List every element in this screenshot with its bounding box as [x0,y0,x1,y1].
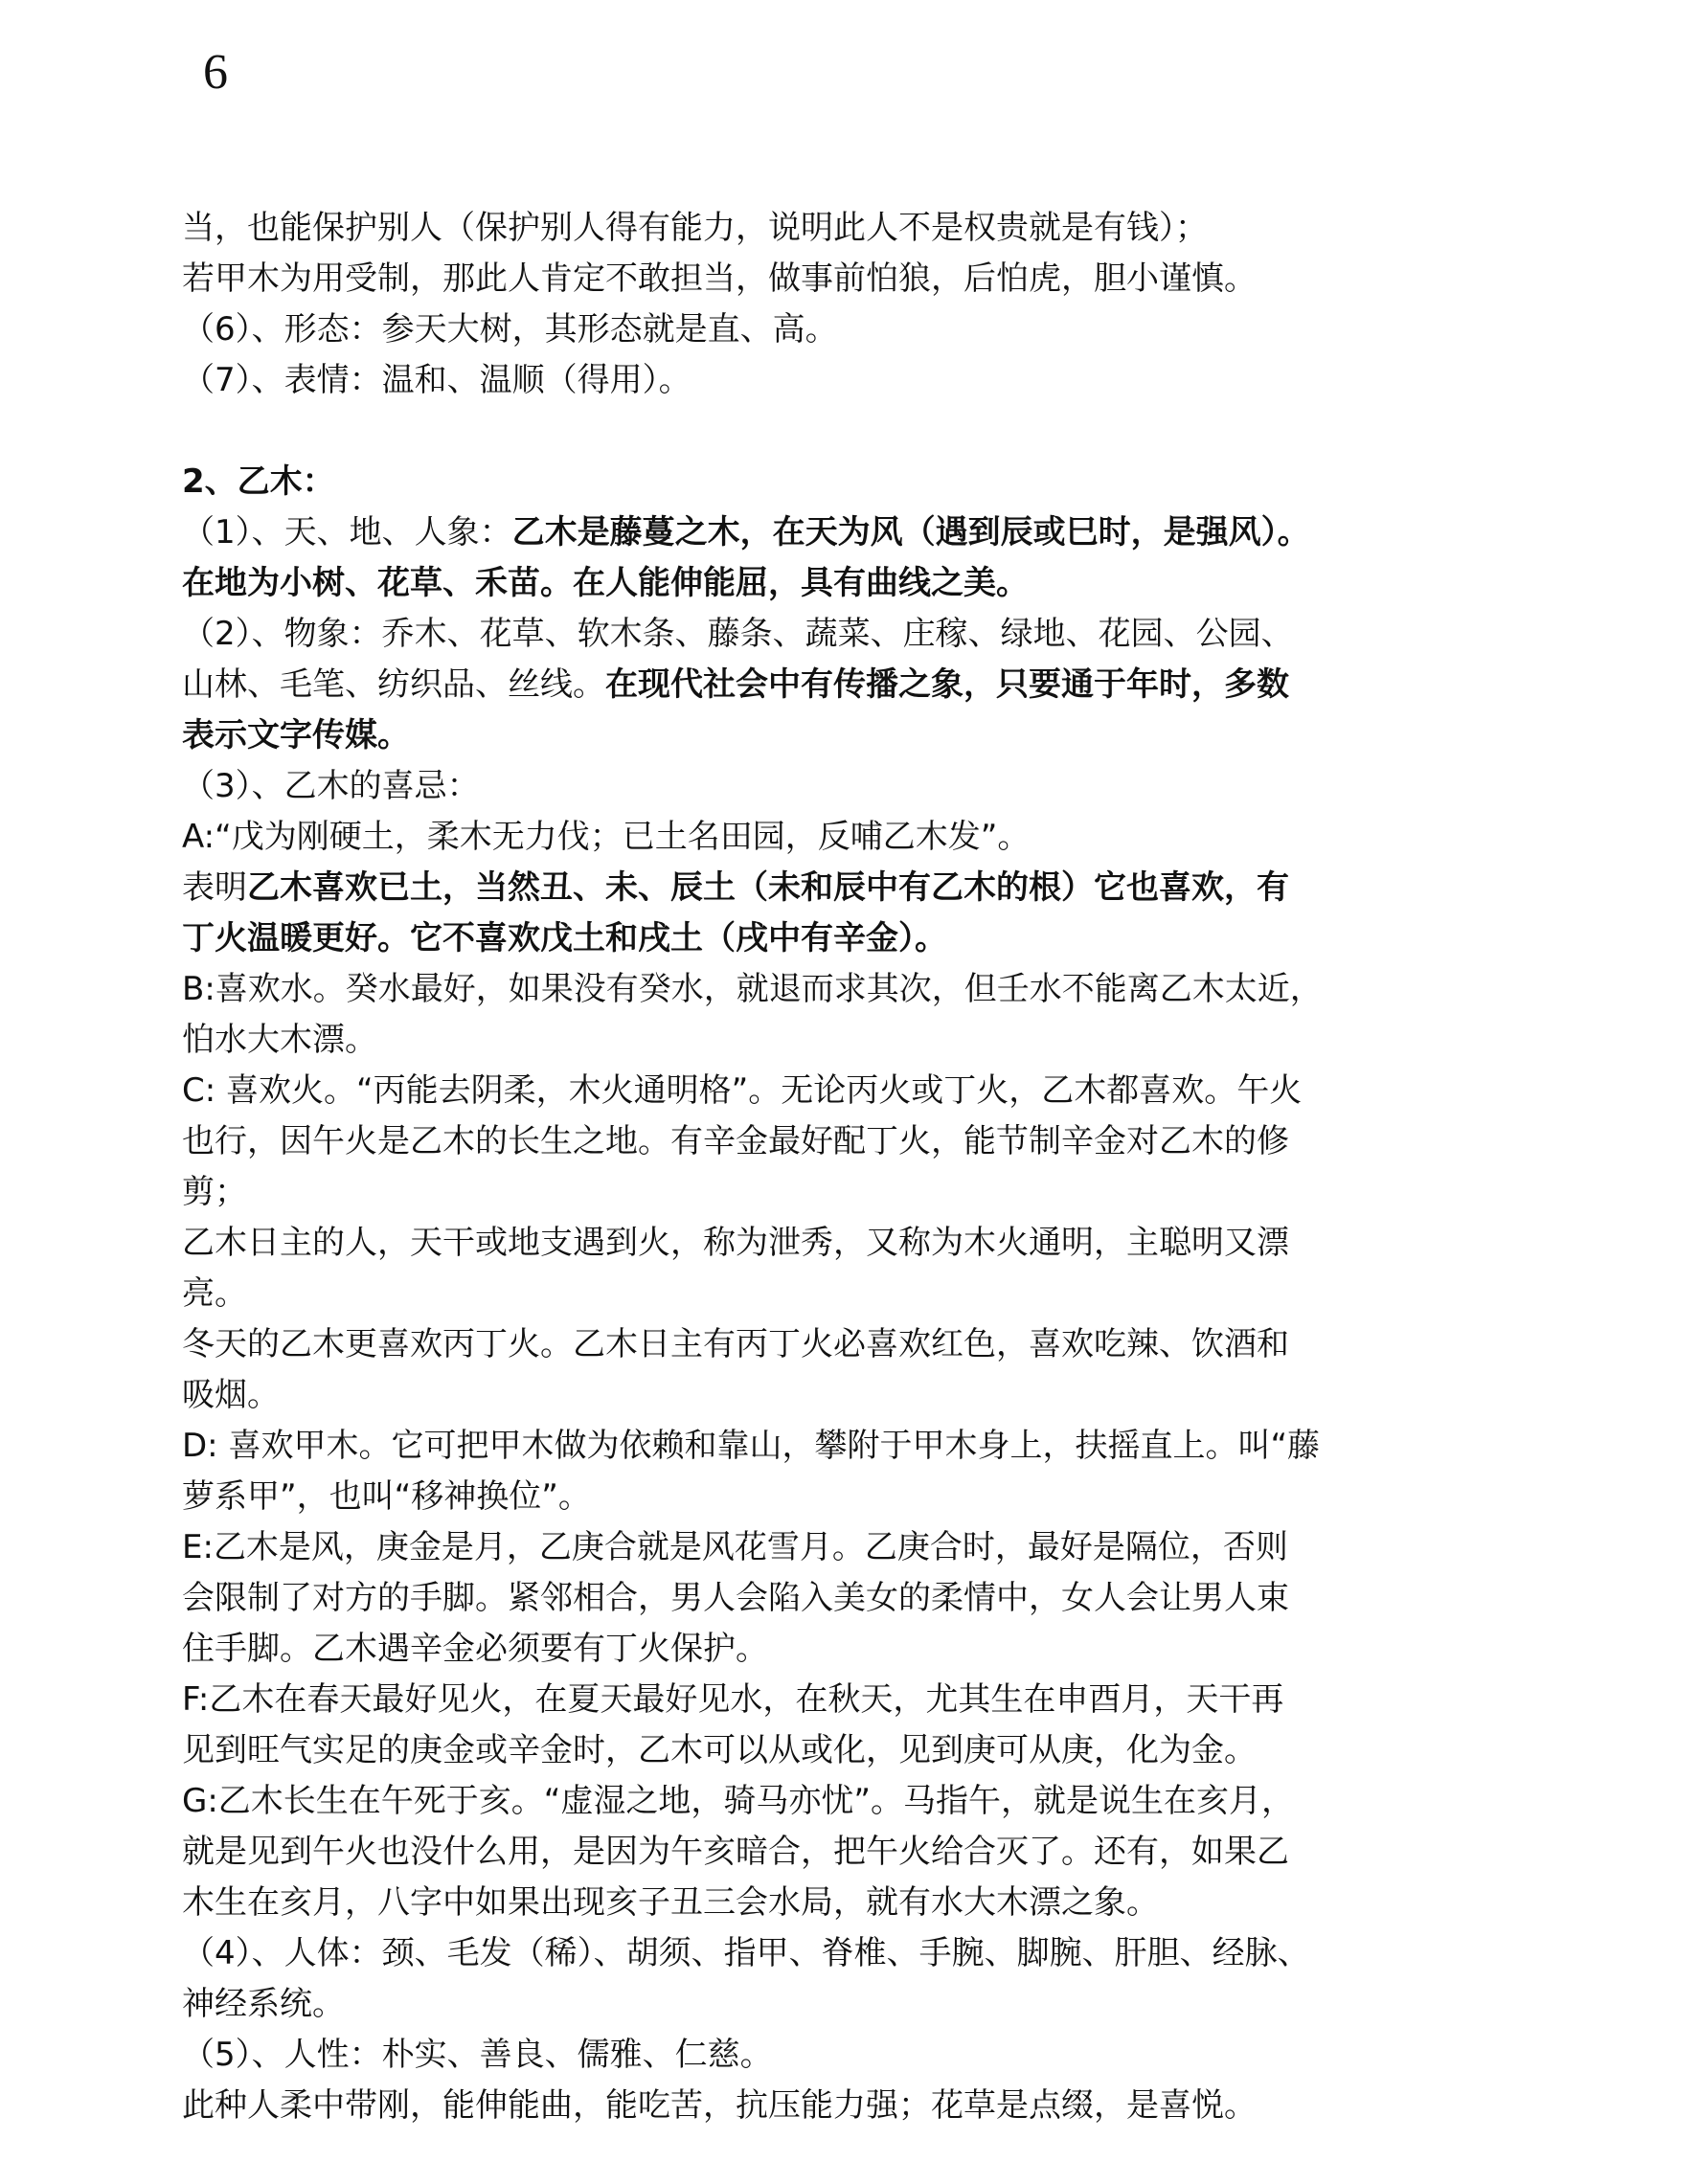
text-line [182,2081,1542,2131]
text-line [182,507,1542,558]
text-span: 萝系甲”，也叫“移神换位”。 [182,1477,591,1516]
text-span: 当，也能保护别人（保护别人得有能力，说明此人不是权贵就是有钱）； [182,209,1208,247]
text-line [182,1167,1542,1218]
bold-text-span: 丁火温暖更好。它不喜欢戊土和戌土（戌中有辛金）。 [182,919,947,957]
text-line [182,1928,1542,1979]
text-line [182,761,1542,812]
page-number: 6 [203,45,228,100]
bold-text-span: 在现代社会中有传播之象，只要通于年时，多数 [605,665,1289,704]
text-span: 冬天的乙木更喜欢丙丁火。乙木日主有丙丁火必喜欢红色，喜欢吃辣、饮酒和 [182,1325,1289,1363]
text-line [182,254,1542,304]
bold-text-span: 乙木喜欢已土，当然丑、未、辰土（未和辰中有乙木的根）它也喜欢，有 [247,868,1289,907]
text-line [182,1776,1542,1827]
text-span: （2）、物象：乔木、花草、软木条、藤条、蔬菜、庄稼、绿地、花园、公园、 [182,615,1294,653]
bold-text-span: 表示文字传媒。 [182,716,410,754]
text-line [182,1979,1542,2030]
text-line [182,1522,1542,1573]
text-line [182,1725,1542,1776]
text-span: F:乙木在春天最好见火，在夏天最好见水，在秋天，尤其生在申酉月，天干再 [182,1680,1284,1719]
text-span: （6）、形态：参天大树，其形态就是直、高。 [182,310,838,349]
text-span: D: 喜欢甲木。它可把甲木做为依赖和靠山，攀附于甲木身上，扶摇直上。叫“藤 [182,1427,1321,1465]
text-span: （4）、人体：颈、毛发（稀）、胡须、指甲、脊椎、手腕、脚腕、肝胆、经脉、 [182,1934,1310,1972]
paragraph-gap [182,406,1542,457]
bold-text-span: 乙木是藤蔓之木，在天为风（遇到辰或巳时，是强风）。 [511,513,1310,552]
text-line [182,710,1542,761]
text-line [182,355,1542,406]
text-line [182,457,1542,507]
text-span: （7）、表情：温和、温顺（得用）。 [182,361,691,399]
text-span: 表明 [182,868,247,907]
text-span: 剪； [182,1173,247,1211]
text-span: （3）、乙木的喜忌： [182,767,480,805]
text-line [182,1421,1542,1472]
text-line [182,812,1542,863]
text-line [182,1827,1542,1878]
text-line [182,558,1542,609]
text-line [182,660,1542,710]
document-body [182,203,1542,2131]
text-line [182,1675,1542,1725]
text-span: 神经系统。 [182,1985,345,2023]
text-line [182,2030,1542,2081]
text-line [182,1573,1542,1624]
text-line [182,1015,1542,1066]
text-span: 山林、毛笔、纺织品、丝线。 [182,665,605,704]
text-span: 若甲木为用受制，那此人肯定不敢担当，做事前怕狼，后怕虎，胆小谨慎。 [182,259,1257,298]
text-span: 会限制了对方的手脚。紧邻相合，男人会陷入美女的柔情中，女人会让男人束 [182,1579,1289,1617]
text-span: 也行，因午火是乙木的长生之地。有辛金最好配丁火，能节制辛金对乙木的修 [182,1122,1289,1160]
text-line [182,913,1542,964]
text-span: C: 喜欢火。“丙能去阴柔，木火通明格”。无论丙火或丁火，乙木都喜欢。午火 [182,1071,1303,1110]
text-span: E:乙木是风，庚金是月，乙庚合就是风花雪月。乙庚合时，最好是隔位，否则 [182,1528,1288,1566]
text-span: （1）、天、地、人象： [182,513,512,552]
text-line [182,1370,1542,1421]
text-line [182,203,1542,254]
bold-text-span: 2、乙木： [182,462,335,501]
text-span: 就是见到午火也没什么用，是因为午亥暗合，把午火给合灭了。还有，如果乙 [182,1833,1289,1871]
text-line [182,1218,1542,1269]
text-line [182,304,1542,355]
text-line [182,609,1542,660]
text-line [182,1878,1542,1928]
text-span: （5）、人性：朴实、善良、儒雅、仁慈。 [182,2036,773,2074]
text-span: A:“戊为刚硬土，柔木无力伐；已土名田园，反哺乙木发”。 [182,818,1031,856]
text-span: G:乙木长生在午死于亥。“虚湿之地，骑马亦忧”。马指午，就是说生在亥月， [182,1782,1295,1820]
text-span: 见到旺气实足的庚金或辛金时，乙木可以从或化，见到庚可从庚，化为金。 [182,1731,1257,1769]
text-span: 亮。 [182,1274,247,1313]
text-line [182,964,1542,1015]
text-line [182,1116,1542,1167]
text-line [182,1269,1542,1319]
text-span: 吸烟。 [182,1376,280,1414]
text-span: 怕水大木漂。 [182,1021,377,1059]
text-span: 此种人柔中带刚，能伸能曲，能吃苦，抗压能力强；花草是点缀，是喜悦。 [182,2086,1257,2125]
text-span: 木生在亥月，八字中如果出现亥子丑三会水局，就有水大木漂之象。 [182,1883,1159,1922]
text-line [182,863,1542,913]
text-line [182,1624,1542,1675]
text-span: B:喜欢水。癸水最好，如果没有癸水，就退而求其次，但壬水不能离乙木太近， [182,970,1323,1008]
text-line [182,1472,1542,1522]
text-line [182,1066,1542,1116]
text-span: 住手脚。乙木遇辛金必须要有丁火保护。 [182,1630,768,1668]
text-span: 乙木日主的人，天干或地支遇到火，称为泄秀，又称为木火通明，主聪明又漂 [182,1224,1289,1262]
text-line [182,1319,1542,1370]
bold-text-span: 在地为小树、花草、禾苗。在人能伸能屈，具有曲线之美。 [182,564,1029,602]
